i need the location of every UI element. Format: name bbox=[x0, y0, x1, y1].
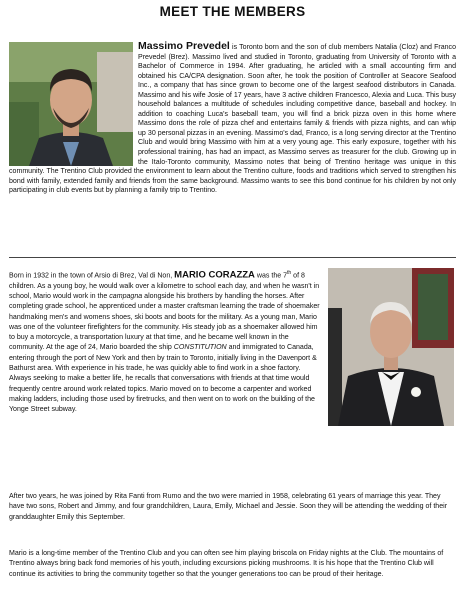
massimo-name: Massimo Prevedel bbox=[138, 40, 230, 52]
mario-intro: Born in 1932 in the town of Arsio di Brez, Val di Non, bbox=[9, 272, 175, 280]
mario-club-paragraph: Mario is a long-time member of the Trentino Club and you can often see him playing briscola on Friday nights at the Club. The mountains of Trentino always bring back fond memories of his youth, including excursions picking mushrooms. It is his hope that the Trentino Club will continue its activities to bring the community together so that the younger generations too can be proud of their heritage. bbox=[9, 550, 444, 578]
mario-bio-text-3: alongside his brothers by handling the horses. After completing grade school, he apprenticed under a master craftsman learning the trade of shoemaker handmaking men's and womens shoes, ski boots and boots for the military. As a young man, Mario was one of the volunteer firefighters for the community. His steady job as a shoemaker allowed him to buy a motorcycle, a transportation luxury at that time, and he became well known in the community. At the age of 24, Mario boarded the ship bbox=[9, 292, 320, 352]
massimo-bio-text: is Toronto born and the son of club members Natalia (Cloz) and Franco Prevedel (Brez). Massimo lived and studied in Toronto, graduating from University of Toronto with a Bachelor of Commerce in 1994. After graduating, he articled with a small accounting firm and obtained his CA/CPA designation. Soon after, he took the position of Controller at Seacore Seafood Inc., a company that has since grown to become one of the largest seafood distributors in Canada. Massimo and his wife Josie of 17 years, have 3 active children Francesco, Alexia and Luca. This busy household balances a multitude of schedules including competitive dance, baseball and hockey. In addition to coaching Luca's baseball team, you will find a brick pizza oven in this home where Massimo dons the role of pizza chef and entertains family & friends with pizza nights, and can whip up 30 personal pizzas in an evening. Massimo's dad, Franco, is a long serving director at the Trentino Club and would bring Massimo with him at a very young age. This early exposure, together with his professional training, has had an impact, as Massimo serves as treasurer for the club. Growing up in the Italo-Toronto community, Massimo notes that being of Trentino heritage was unique in this community. The Trentino Club provided the environment to learn about the Trentino culture, foods and traditions which served to strengthen his bond with family, extended family and friends from the same background. Massimo wants to see this bond continue for his children by not only participating in club events but by planning a family trip to Trentino. bbox=[9, 44, 456, 195]
page-title: MEET THE MEMBERS bbox=[159, 4, 306, 19]
mario-bio bbox=[9, 268, 456, 428]
mario-bio-text-4: and immigrated to Canada, entering through the port of New York and then by train to Toronto, initially living in the Davenport & Bathurst area. With experience in his trade, he was quickly able to find work in a shoe factory. Always seeking to make a better life, he recalls that conversations with friends at that time would frequently centre around work related topics. Mario moved on to become a carpenter and worked making ladders, including those used by firetrucks, and then went on to work on the building of the Yonge Street subway. bbox=[9, 344, 317, 414]
ordinal-suffix: th bbox=[287, 270, 292, 276]
ship-name: CONSTITUTION bbox=[173, 344, 227, 352]
mario-name: MARIO CORAZZA bbox=[174, 269, 255, 281]
mario-bio-text-1: was the 7 bbox=[254, 272, 288, 280]
section-divider bbox=[9, 257, 456, 258]
mario-bio-text-2: of 8 children. As a young boy, he would walk over a kilometre to school each day, and when he wasn't in school, Mario would work in the bbox=[9, 272, 320, 300]
campagna-word: campagna bbox=[109, 292, 143, 300]
mario-marriage-paragraph: After two years, he was joined by Rita Fanti from Rumo and the two were married in 1958, celebrating 61 years of marriage this year. They have two sons, Robert and Jimmy, and four grandchildren, Laura, Emily, Michael and Jessie. Soon they will be attending the wedding of their granddaughter Emily this September. bbox=[9, 493, 448, 521]
massimo-bio bbox=[9, 41, 456, 196]
